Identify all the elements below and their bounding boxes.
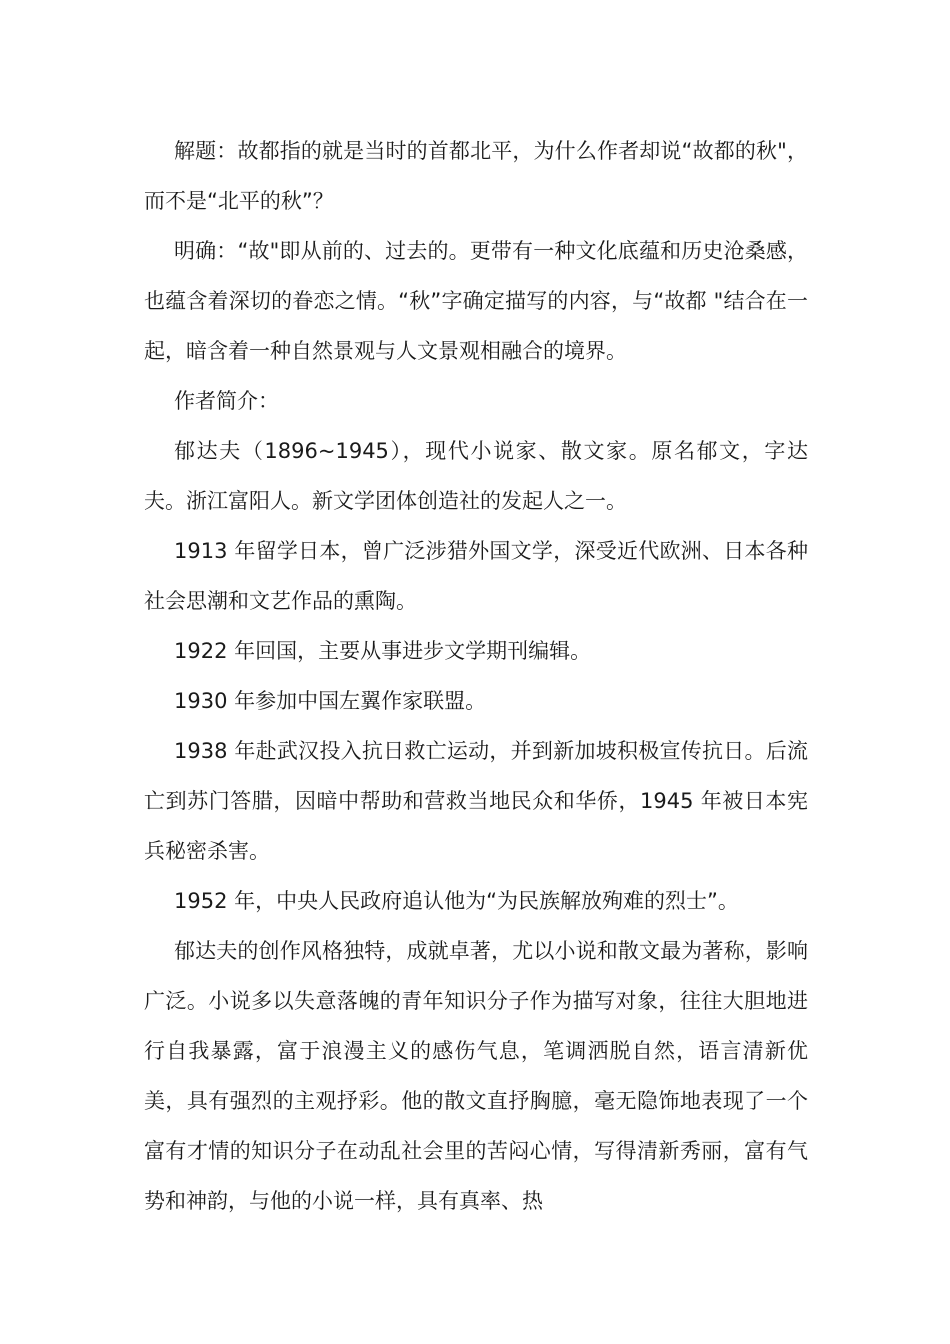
paragraph-author-intro: 郁达夫（1896~1945），现代小说家、散文家。原名郁文，字达夫。浙江富阳人。新文学团体创造社的发起人之一。 (144, 439, 808, 513)
paragraph-1938: 1938 年赴武汉投入抗日救亡运动，并到新加坡积极宣传抗日。后流亡到苏门答腊，因暗中帮助和营救当地民众和华侨，1945 年被日本宪兵秘密杀害。 (144, 739, 808, 863)
paragraph-title-explanation: 解题：故都指的就是当时的首都北平，为什么作者却说“故都的秋"，而不是“北平的秋”？ (144, 139, 808, 213)
paragraph-author-heading: 作者简介： (174, 389, 279, 413)
paragraph-1930: 1930 年参加中国左翼作家联盟。 (174, 689, 487, 713)
paragraph-1922: 1922 年回国，主要从事进步文学期刊编辑。 (174, 639, 592, 663)
paragraph-clarification: 明确：“故"即从前的、过去的。更带有一种文化底蕴和历史沧桑感，也蕴含着深切的眷恋之情。“秋”字确定描写的内容，与“故都 "结合在一起，暗含着一种自然景观与人文景观相融合的境界。 (144, 239, 808, 363)
document-body (144, 126, 808, 1226)
paragraph-1952: 1952 年，中央人民政府追认他为“为民族解放殉难的烈士”。 (174, 889, 739, 913)
paragraph-1913: 1913 年留学日本，曾广泛涉猎外国文学，深受近代欧洲、日本各种社会思潮和文艺作品的熏陶。 (144, 539, 808, 613)
paragraph-style: 郁达夫的创作风格独特，成就卓著，尤以小说和散文最为著称，影响广泛。小说多以失意落魄的青年知识分子作为描写对象，往往大胆地进行自我暴露，富于浪漫主义的感伤气息，笔调洒脱自然，语言清新优美，具有强烈的主观抒彩。他的散文直抒胸臆，毫无隐饰地表现了一个富有才情的知识分子在动乱社会里的苦闷心情，写得清新秀丽，富有气势和神韵，与他的小说一样，具有真率、热 (144, 939, 808, 1213)
